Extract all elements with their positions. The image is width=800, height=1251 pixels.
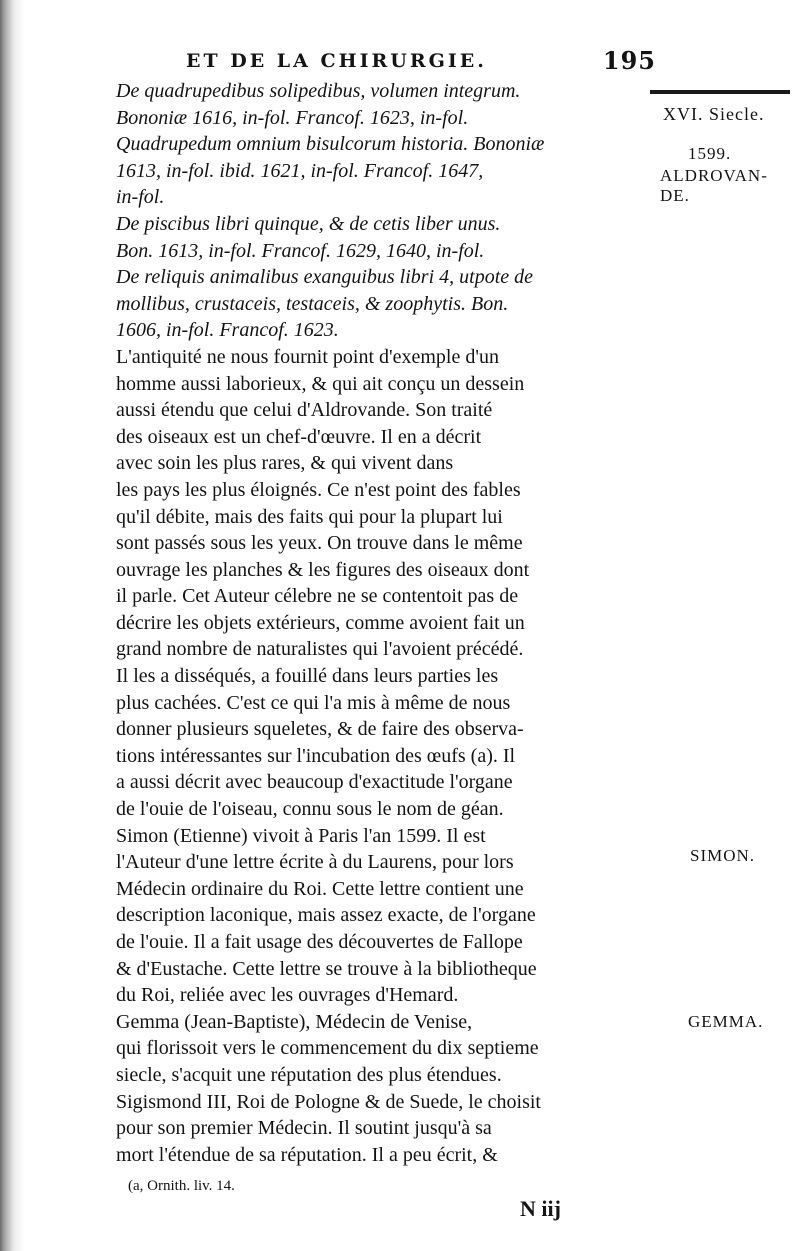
text-line: Bon. 1613, in-fol. Francof. 1629, 1640, in-fol. xyxy=(116,239,485,262)
text-line: 1606, in-fol. Francof. 1623. xyxy=(116,319,339,342)
text-line: qui florissoit vers le commencement du dix septieme xyxy=(116,1037,539,1060)
running-header xyxy=(186,46,656,78)
text-line: Sigismond III, Roi de Pologne & de Suede, le choisit xyxy=(116,1090,541,1113)
text-line: il parle. Cet Auteur célebre ne se contentoit pas de xyxy=(116,585,519,608)
paragraph xyxy=(88,1009,656,1169)
text-line: qu'il débite, mais des faits qui pour la plupart lui xyxy=(116,505,503,528)
text-line: de l'ouie de l'oiseau, connu sous le nom de géan. xyxy=(116,798,504,821)
text-line: sont passés sous les yeux. On trouve dans le même xyxy=(116,532,523,555)
margin-gemma: GEMMA. xyxy=(688,1012,764,1031)
margin-simon: SIMON. xyxy=(690,846,756,865)
text-line: description laconique, mais assez exacte, de l'organe xyxy=(116,904,536,927)
signature-mark: N iij xyxy=(520,1196,561,1221)
header-rule xyxy=(650,90,790,94)
text-line: plus cachées. C'est ce qui l'a mis à même de nous xyxy=(116,691,511,714)
paragraph xyxy=(88,211,656,264)
text-line: De quadrupedibus solipedibus, volumen integrum. xyxy=(116,80,521,102)
paragraph xyxy=(88,78,656,131)
text-line: a aussi décrit avec beaucoup d'exactitude l'organe xyxy=(116,771,513,794)
text-line: tions intéressantes sur l'incubation des œufs (a). Il xyxy=(116,744,516,767)
header-title: ET DE LA CHIRURGIE. xyxy=(186,50,487,72)
footnote: (a, Ornith. liv. 14. xyxy=(128,1178,235,1194)
text-line: Gemma (Jean-Baptiste), Médecin de Venise, xyxy=(116,1010,473,1033)
text-line: des oiseaux est un chef-d'œuvre. Il en a décrit xyxy=(116,425,482,448)
margin-year: 1599. xyxy=(688,144,732,163)
main-text xyxy=(88,78,656,1168)
text-line: donner plusieurs squeletes, & de faire des observa- xyxy=(116,718,524,741)
text-line: De piscibus libri quinque, & de cetis liber unus. xyxy=(116,212,501,235)
text-line: grand nombre de naturalistes qui l'avoient précédé. xyxy=(116,638,524,661)
text-line: Il les a disséqués, a fouillé dans leurs parties les xyxy=(116,665,499,688)
text-line: L'antiquité ne nous fournit point d'exemple d'un xyxy=(116,345,499,368)
text-line: avec soin les plus rares, & qui vivent dans xyxy=(116,452,454,475)
text-line: homme aussi laborieux, & qui ait conçu un dessein xyxy=(116,372,525,395)
margin-aldrovande: ALDROVAN-DE. xyxy=(660,166,768,205)
paragraph xyxy=(88,131,656,211)
text-line: de l'ouie. Il a fait usage des découvertes de Fallope xyxy=(116,931,523,953)
page-number: 195 xyxy=(602,46,656,75)
text-line: Simon (Etienne) vivoit à Paris l'an 1599. Il est xyxy=(116,824,486,847)
text-line: décrire les objets extérieurs, comme avoient fait un xyxy=(116,611,525,634)
text-line: les pays les plus éloignés. Ce n'est point des fables xyxy=(116,478,521,501)
text-line: aussi étendu que celui d'Aldrovande. Son traité xyxy=(116,399,493,422)
paragraph xyxy=(88,264,656,344)
text-line: l'Auteur d'une lettre écrite à du Laurens, pour lors xyxy=(116,851,514,874)
text-line: du Roi, reliée avec les ouvrages d'Hemard. xyxy=(116,984,459,1007)
text-line: mollibus, crustaceis, testaceis, & zoophytis. Bon. xyxy=(116,292,509,315)
paragraph xyxy=(88,344,656,823)
text-line: mort l'étendue de sa réputation. Il a peu écrit, & xyxy=(116,1143,498,1166)
paragraph xyxy=(88,823,656,1009)
text-line: Bononiæ 1616, in-fol. Francof. 1623, in-fol. xyxy=(116,106,469,129)
text-line: in-fol. xyxy=(116,186,165,209)
text-line: Quadrupedum omnium bisulcorum historia. Bononiæ xyxy=(116,133,545,156)
text-line: pour son premier Médecin. Il soutint jusqu'à sa xyxy=(116,1117,492,1140)
text-line: 1613, in-fol. ibid. 1621, in-fol. Francof. 1647, xyxy=(116,159,484,182)
text-line: De reliquis animalibus exanguibus libri 4, utpote de xyxy=(116,266,534,289)
text-line: & d'Eustache. Cette lettre se trouve à la bibliotheque xyxy=(116,957,537,980)
text-line: siecle, s'acquit une réputation des plus étendues. xyxy=(116,1063,502,1086)
text-line: ouvrage les planches & les figures des oiseaux dont xyxy=(116,558,530,581)
margin-century: XVI. Siecle. xyxy=(663,104,765,124)
text-line: Médecin ordinaire du Roi. Cette lettre contient une xyxy=(116,877,524,900)
